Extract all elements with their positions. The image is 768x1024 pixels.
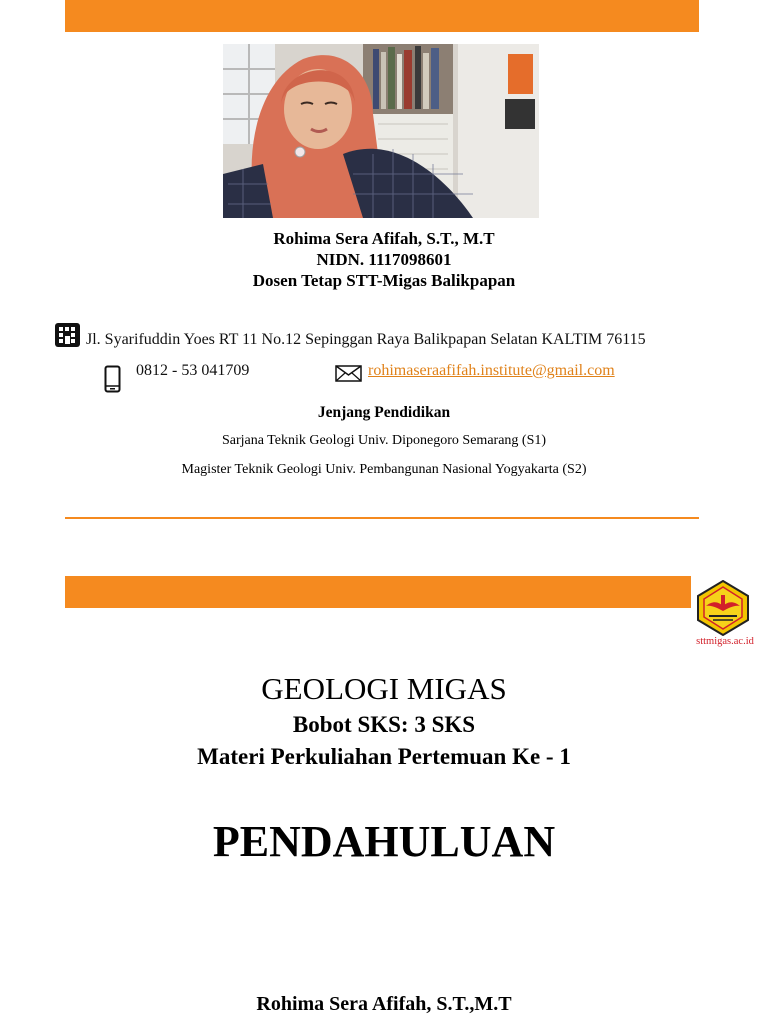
- top-orange-bar: [65, 0, 699, 32]
- course-session: Materi Perkuliahan Pertemuan Ke - 1: [197, 744, 571, 769]
- section-divider: [65, 517, 699, 519]
- course-title: GEOLOGI MIGAS: [261, 671, 507, 706]
- email-link[interactable]: rohimaseraafifah.institute@gmail.com: [368, 362, 615, 379]
- profile-nidn: NIDN. 1117098601: [316, 250, 452, 269]
- footer-author-name: Rohima Sera Afifah, S.T.,M.T: [256, 993, 512, 1015]
- education-item-s1: Sarjana Teknik Geologi Univ. Diponegoro Semarang (S1): [221, 433, 547, 448]
- mail-icon: [335, 365, 362, 382]
- education-title: Jenjang Pendidikan: [317, 404, 451, 421]
- profile-position: Dosen Tetap STT-Migas Balikpapan: [252, 271, 516, 290]
- course-credits: Bobot SKS: 3 SKS: [292, 712, 476, 737]
- address-text: Jl. Syarifuddin Yoes RT 11 No.12 Sepinggan Raya Balikpapan Selatan KALTIM 76115: [86, 331, 646, 348]
- education-item-s2: Magister Teknik Geologi Univ. Pembangunan Nasional Yogyakarta (S2): [181, 462, 587, 477]
- profile-info: [0, 228, 768, 291]
- slide-header-bar: [65, 576, 691, 608]
- topic-title: PENDAHULUAN: [212, 817, 556, 866]
- phone-text: 0812 - 53 041709: [136, 362, 250, 379]
- logo-caption: sttmigas.ac.id: [696, 636, 754, 647]
- building-icon: [54, 322, 81, 348]
- profile-name: Rohima Sera Afifah, S.T., M.T: [273, 229, 495, 248]
- sttmigas-logo: [697, 580, 749, 636]
- phone-icon: [104, 365, 121, 393]
- profile-photo: [223, 44, 539, 218]
